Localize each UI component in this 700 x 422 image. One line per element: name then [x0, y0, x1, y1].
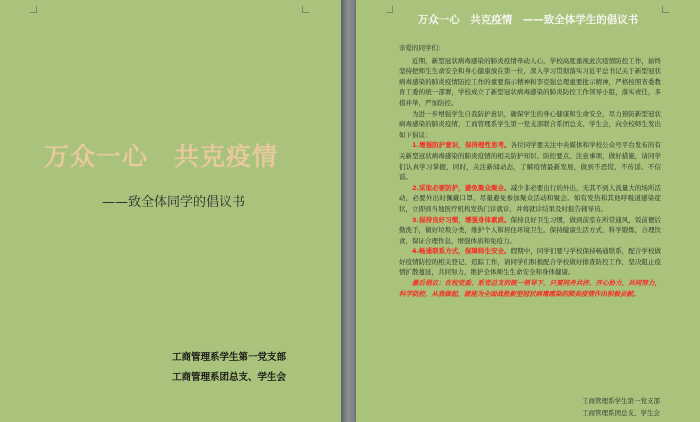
proposal-lead: 1.增强防护意识，保持理性思考。 — [412, 141, 511, 150]
proposal-text: 各位同学要关注中央媒体和学校公众号平台发布的有关新型冠状病毒感染的肺炎疫情的相关防护知识、防控要点、注意事项，做好措施，请同学们认真学习掌握，同时，关注新闻动态，了解疫情最新发展，做到不恐慌、不传谣、不信谣。 — [399, 141, 662, 182]
letter-greeting: 亲爱的同学们： — [399, 44, 445, 52]
crop-mark — [30, 6, 37, 13]
cover-signature-branch: 工商管理系学生第一党支部 — [172, 352, 287, 363]
letter-page — [356, 0, 700, 422]
proposal-lead: 3.保持良好习惯，增强身体素质。 — [412, 215, 511, 224]
cover-subtitle: ——致全体同学的倡议书 — [102, 195, 246, 210]
crop-mark — [302, 6, 309, 13]
letter-signature-union: 工商管理系团总支、学生会 — [582, 409, 660, 417]
proposal-text: 假期中，同学们要与学校保持畅通联系，配合学校做好疫情防控的相关登记、追踪工作，请同学们积极配合学校做好排查防控工作，坚决阻止疫情扩散蔓延，共同努力，维护全体师生生命安全和身体健康。 — [399, 247, 662, 277]
proposal-text: 保持良好卫生习惯，做到前室在所常通风，饭前便后勤洗手，做好垃圾分类，维护个人和居住环境卫生。保持健康生活方式，科学锻炼，合理饮食，保证合理作息，增强体质和免疫力。 — [399, 215, 662, 245]
page-gutter — [341, 0, 356, 422]
proposal-lead: 4.畅通联系方式，保障师生安全。 — [412, 247, 511, 256]
letter-title: 万众一心 共克疫情 ——致全体学生的倡议书 — [417, 14, 639, 26]
cover-signature-union: 工商管理系团总支、学生会 — [172, 372, 287, 383]
letter-paragraph: 为进一步增强学生自我防护意识，确保学生的身心健康和生命安全，尽力预防新型冠状病毒感染的肺炎疫情，工商管理系学生第一党支部联合系团总支、学生会，向全校师生发出如下倡议： — [399, 109, 661, 139]
letter-body — [399, 43, 661, 299]
proposal-item — [399, 140, 661, 182]
proposal-item — [399, 246, 661, 278]
letter-paragraph: 近期，新型冠状病毒感染的肺炎疫情牵动人心。学校高度重视此次疫情防控工作，始终坚持把师生生命安全和身心健康放在第一位，深入学习贯彻落实习近平总书记关于新型冠状病毒感染的肺炎疫情防控工作的重要指示精神和李克强总理重要批示精神，严格按照省委教育工委的统一部署，学校成立了新型冠状病毒感染的肺炎防控工作领导小组，落实责任，多措并举，严加防控。 — [399, 56, 661, 107]
cover-page — [0, 0, 341, 422]
cover-title: 万众一心 共克疫情 — [44, 144, 279, 171]
proposal-item — [399, 215, 661, 247]
letter-signature-branch: 工商管理系学生第一党支部 — [582, 397, 660, 405]
proposal-text: 减少非必要出行的外出，无其不到人流量大的场所活动，必要外出时佩戴口罩，尽量避免参加聚众活动和聚会。如有发热和其他呼吸道感染症状，立即到当地医疗机构发热门诊就诊，并将就诊结果及时报告辅导员。 — [399, 183, 662, 213]
letter-closing: 最后倡议：在校党委、系党总支的统一领导下，只要同舟共济、齐心协力，共同努力，科学防控，从我做起，就能为全面战胜新型冠状病毒感染的肺炎疫情作出积极贡献。 — [399, 279, 661, 298]
proposal-item — [399, 183, 661, 215]
proposal-lead: 2.采取必要防护，避免聚众聚会。 — [412, 183, 511, 192]
